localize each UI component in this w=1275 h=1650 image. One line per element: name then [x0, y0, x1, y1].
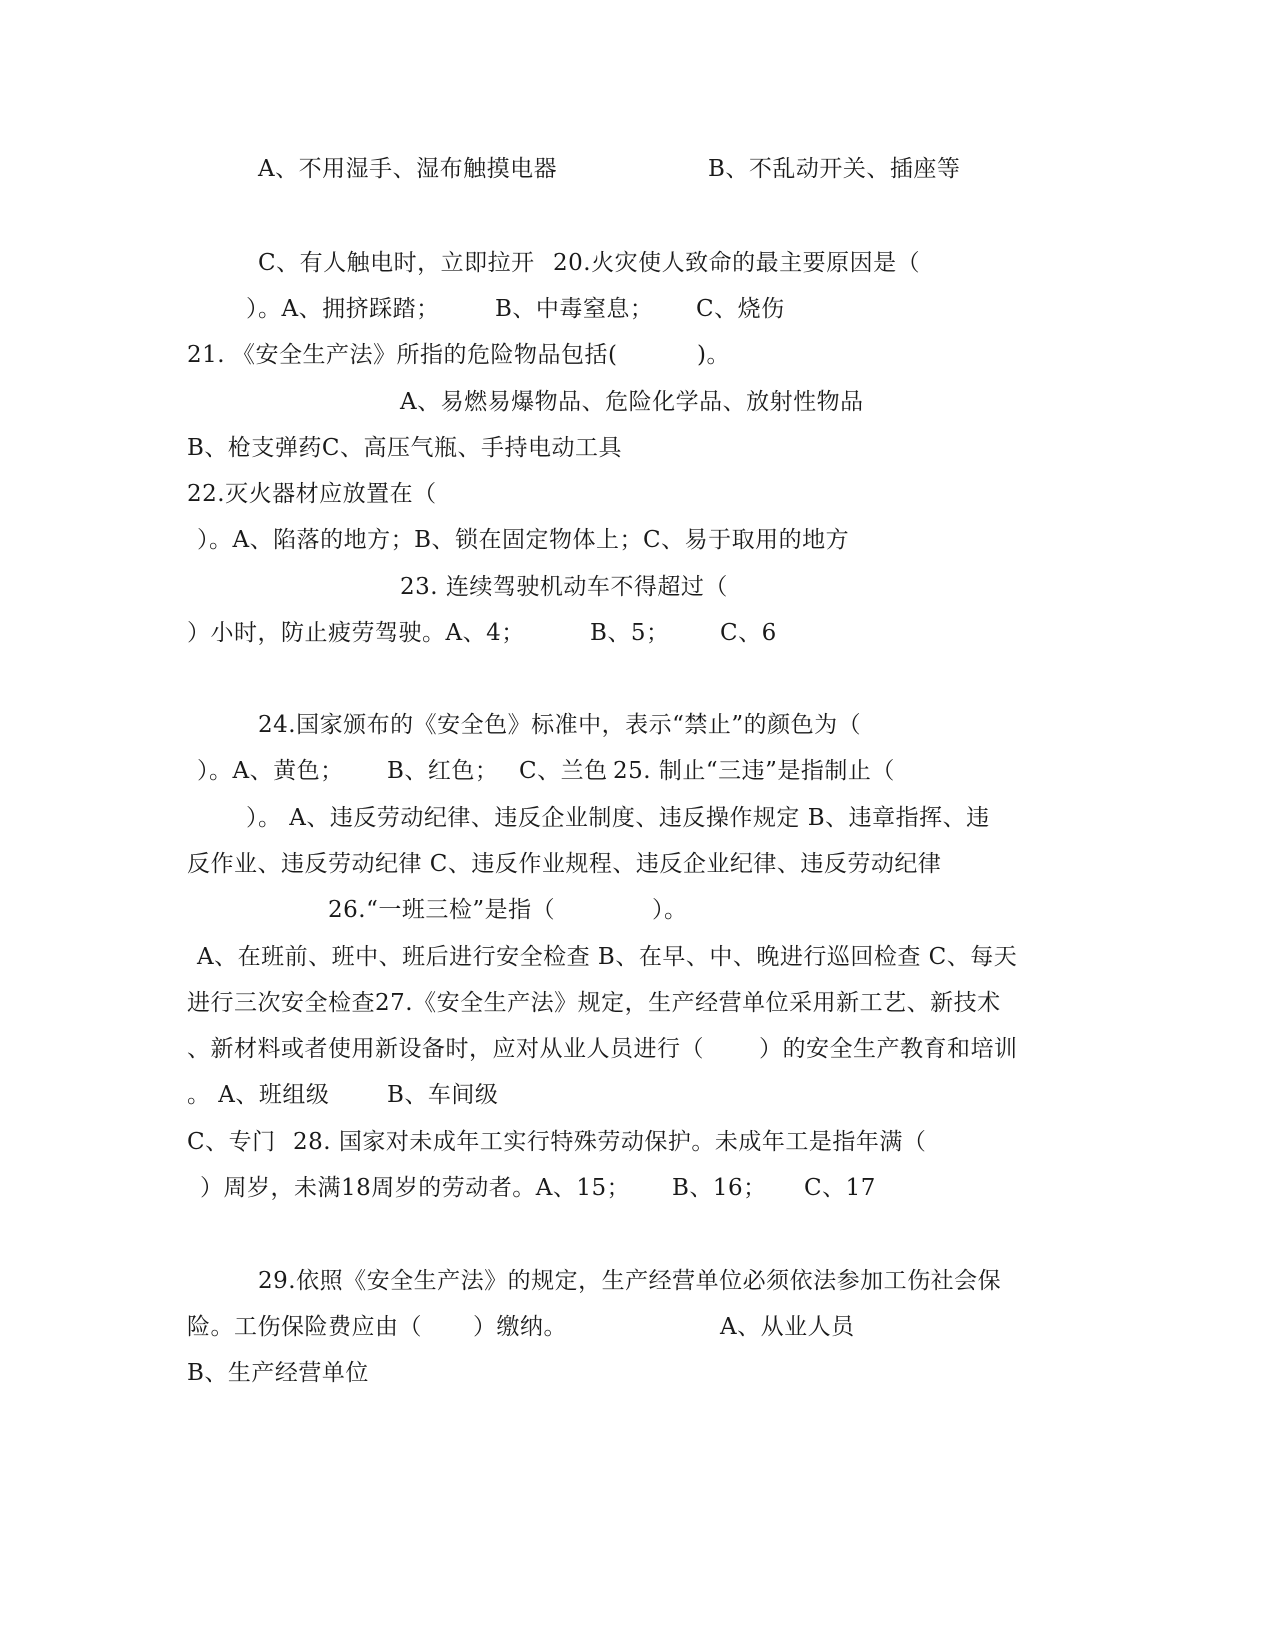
text-q28-option-c: C、17: [804, 1175, 876, 1201]
text-q20-option-b: B、中毒窒息；: [495, 296, 654, 322]
text-q25-options-line1: ）。 A、违反劳动纪律、违反企业制度、违反操作规定 B、违章指挥、违: [246, 805, 990, 831]
text-q27-option-a: 。 A、班组级: [187, 1082, 330, 1108]
text-q27-stem-line2-end: ）的安全生产教育和培训: [759, 1036, 1018, 1062]
text-q20-stem: 20.火灾使人致命的最主要原因是（: [553, 250, 921, 276]
text-q23-option-a: ）小时，防止疲劳驾驶。A、4；: [187, 620, 525, 646]
text-q21-option-a: A、易燃易爆物品、危险化学品、放射性物品: [400, 389, 864, 415]
text-q29-option-a: A、从业人员: [720, 1314, 855, 1340]
text-q27-option-b: B、车间级: [387, 1082, 499, 1108]
text-q29-stem-line2: 险。工伤保险费应由（: [187, 1314, 422, 1340]
text-q29-stem-line1: 29.依照《安全生产法》的规定，生产经营单位必须依法参加工伤社会保: [258, 1268, 1002, 1294]
text-q28-option-a: ）周岁，未满18周岁的劳动者。A、15；: [200, 1175, 631, 1201]
text-q25-options-line2: 反作业、违反劳动纪律 C、违反作业规程、违反企业纪律、违反劳动纪律: [187, 851, 942, 877]
text-q26-options: A、在班前、班中、班后进行安全检查 B、在早、中、晚进行巡回检查 C、每天: [197, 944, 1018, 970]
text-q20-option-a: ）。A、拥挤踩踏；: [246, 296, 440, 322]
text-q24-option-c: C、兰色: [519, 758, 608, 784]
text-q24-option-a: ）。A、黄色；: [197, 758, 344, 784]
text-q19-option-b: B、不乱动开关、插座等: [708, 156, 961, 182]
text-q22-stem: 22.灭火器材应放置在（: [187, 481, 437, 507]
text-q21-stem: 《安全生产法》所指的危险物品包括(: [232, 342, 618, 368]
text-q27-option-c: C、专门: [187, 1129, 276, 1155]
text-q22-options: ）。A、陷落的地方；B、锁在固定物体上；C、易于取用的地方: [197, 527, 850, 553]
text-q21-stem-end: )。: [697, 342, 730, 368]
text-q29-stem-line2-end: ）缴纳。: [473, 1314, 567, 1340]
text-q23-option-c: C、6: [720, 620, 777, 646]
text-q28-stem: 28. 国家对未成年工实行特殊劳动保护。未成年工是指年满（: [293, 1129, 927, 1155]
text-q21-number: 21.: [187, 342, 226, 368]
text-q23-option-b: B、5；: [590, 620, 670, 646]
text-q19-option-c: C、有人触电时，立即拉开: [258, 250, 535, 276]
text-q27-stem-line1: 进行三次安全检查27.《安全生产法》规定，生产经营单位采用新工艺、新技术: [187, 990, 1001, 1016]
text-q29-option-b: B、生产经营单位: [187, 1360, 369, 1386]
text-q27-stem-line2: 、新材料或者使用新设备时，应对从业人员进行（: [187, 1036, 704, 1062]
text-q28-option-b: B、16；: [672, 1175, 767, 1201]
text-q26-stem-end: ）。: [652, 897, 688, 923]
text-q20-option-c: C、烧伤: [696, 296, 785, 322]
text-q25-stem: 25. 制止“三违”是指制止（: [613, 758, 895, 784]
text-q21-options-bc: B、枪支弹药C、高压气瓶、手持电动工具: [187, 435, 622, 461]
text-q24-stem: 24.国家颁布的《安全色》标准中，表示“禁止”的颜色为（: [258, 712, 862, 738]
text-q24-option-b: B、红色；: [387, 758, 499, 784]
text-q23-stem: 23. 连续驾驶机动车不得超过（: [400, 574, 728, 600]
text-q19-option-a: A、不用湿手、湿布触摸电器: [258, 156, 558, 182]
text-q26-stem: 26.“一班三检”是指（: [328, 897, 556, 923]
